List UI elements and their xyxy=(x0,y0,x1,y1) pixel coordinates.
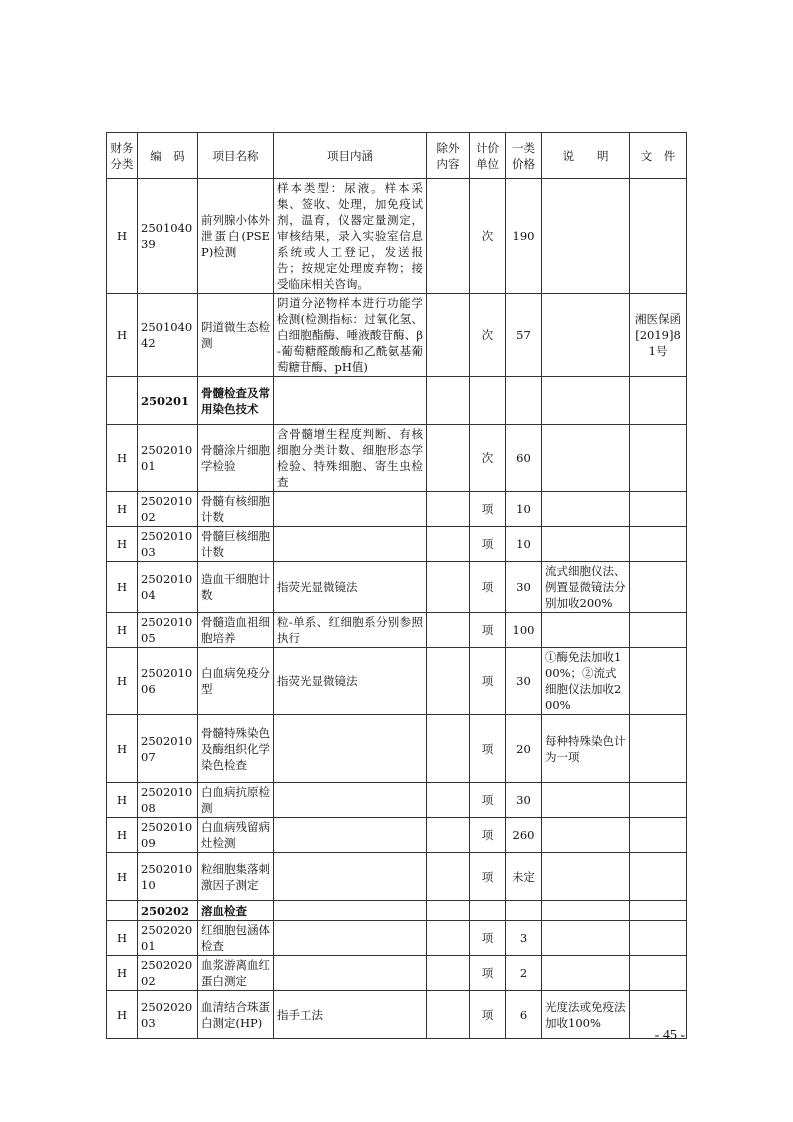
cell-code: 250201010 xyxy=(138,853,198,901)
cell-item-content: 含骨髓增生程度判断、有核细胞分类计数、细胞形态学检验、特殊细胞、寄生虫检查 xyxy=(274,425,427,492)
cell-unit: 项 xyxy=(470,492,506,527)
table-row xyxy=(107,562,687,613)
cell-note xyxy=(542,901,630,921)
cell-code: 250201004 xyxy=(138,562,198,613)
table-row xyxy=(107,783,687,818)
cell-excluded xyxy=(427,783,470,818)
cell-item-content xyxy=(274,818,427,853)
cell-item-name: 阴道微生态检测 xyxy=(198,294,274,377)
cell-item-name: 造血干细胞计数 xyxy=(198,562,274,613)
header-item-content: 项目内涵 xyxy=(274,133,427,179)
cell-price: 260 xyxy=(506,818,542,853)
cell-price: 57 xyxy=(506,294,542,377)
cell-document xyxy=(630,492,687,527)
table-row xyxy=(107,613,687,648)
table-row xyxy=(107,527,687,562)
cell-item-content xyxy=(274,901,427,921)
cell-excluded xyxy=(427,715,470,783)
cell-price: 60 xyxy=(506,425,542,492)
header-item-name: 项目名称 xyxy=(198,133,274,179)
cell-price xyxy=(506,377,542,425)
cell-document xyxy=(630,956,687,991)
header-document: 文 件 xyxy=(630,133,687,179)
cell-item-content: 样本类型：尿液。样本采集、签收、处理，加免疫试剂，温育，仪器定量测定，审核结果，录入实验室信息系统或人工登记，发送报告；按规定处理废弃物；接受临床相关咨询。 xyxy=(274,179,427,294)
cell-price: 190 xyxy=(506,179,542,294)
cell-note xyxy=(542,853,630,901)
cell-unit: 项 xyxy=(470,562,506,613)
header-price: 一类 价格 xyxy=(506,133,542,179)
cell-excluded xyxy=(427,613,470,648)
cell-item-name: 粒细胞集落刺激因子测定 xyxy=(198,853,274,901)
cell-item-content xyxy=(274,377,427,425)
cell-code: 250201001 xyxy=(138,425,198,492)
table-row xyxy=(107,648,687,715)
page-number: - 45 - xyxy=(654,1028,685,1043)
cell-price: 2 xyxy=(506,956,542,991)
cell-category: H xyxy=(107,783,138,818)
cell-category: H xyxy=(107,179,138,294)
cell-code: 250104039 xyxy=(138,179,198,294)
cell-note xyxy=(542,527,630,562)
cell-category: H xyxy=(107,956,138,991)
cell-price: 6 xyxy=(506,991,542,1039)
cell-price: 20 xyxy=(506,715,542,783)
cell-unit: 项 xyxy=(470,783,506,818)
header-code: 编 码 xyxy=(138,133,198,179)
cell-unit xyxy=(470,901,506,921)
cell-category: H xyxy=(107,613,138,648)
cell-category: H xyxy=(107,294,138,377)
cell-document xyxy=(630,853,687,901)
cell-code: 250202001 xyxy=(138,921,198,956)
cell-document xyxy=(630,921,687,956)
cell-item-name: 血浆游离血红蛋白测定 xyxy=(198,956,274,991)
cell-unit: 项 xyxy=(470,853,506,901)
cell-category: H xyxy=(107,991,138,1039)
cell-document xyxy=(630,818,687,853)
cell-code: 250104042 xyxy=(138,294,198,377)
cell-unit: 次 xyxy=(470,179,506,294)
cell-document xyxy=(630,562,687,613)
table-row xyxy=(107,956,687,991)
cell-item-content: 指手工法 xyxy=(274,991,427,1039)
cell-code: 250202 xyxy=(138,901,198,921)
cell-unit: 项 xyxy=(470,991,506,1039)
cell-code: 250201006 xyxy=(138,648,198,715)
cell-unit: 次 xyxy=(470,294,506,377)
cell-code: 250201 xyxy=(138,377,198,425)
cell-item-name: 白血病免疫分型 xyxy=(198,648,274,715)
cell-note xyxy=(542,425,630,492)
cell-note xyxy=(542,613,630,648)
cell-category xyxy=(107,377,138,425)
cell-document xyxy=(630,648,687,715)
cell-document xyxy=(630,377,687,425)
cell-excluded xyxy=(427,921,470,956)
cell-unit: 项 xyxy=(470,956,506,991)
cell-document xyxy=(630,715,687,783)
cell-item-name: 白血病抗原检测 xyxy=(198,783,274,818)
cell-document xyxy=(630,527,687,562)
cell-item-content xyxy=(274,492,427,527)
cell-note xyxy=(542,956,630,991)
cell-excluded xyxy=(427,648,470,715)
cell-price: 30 xyxy=(506,648,542,715)
cell-excluded xyxy=(427,562,470,613)
cell-price: 10 xyxy=(506,527,542,562)
fee-table xyxy=(106,132,687,1039)
cell-note: 每种特殊染色计为一项 xyxy=(542,715,630,783)
header-category: 财务 分类 xyxy=(107,133,138,179)
cell-excluded xyxy=(427,853,470,901)
cell-note xyxy=(542,179,630,294)
cell-item-content xyxy=(274,956,427,991)
cell-item-name: 骨髓有核细胞计数 xyxy=(198,492,274,527)
cell-note xyxy=(542,377,630,425)
cell-excluded xyxy=(427,294,470,377)
cell-item-content xyxy=(274,527,427,562)
cell-excluded xyxy=(427,179,470,294)
cell-document xyxy=(630,783,687,818)
cell-category: H xyxy=(107,648,138,715)
table-row xyxy=(107,179,687,294)
cell-price: 100 xyxy=(506,613,542,648)
cell-item-content: 指荧光显微镜法 xyxy=(274,562,427,613)
cell-unit: 次 xyxy=(470,425,506,492)
cell-code: 250201003 xyxy=(138,527,198,562)
table-row xyxy=(107,492,687,527)
cell-category: H xyxy=(107,715,138,783)
cell-note: 流式细胞仪法、例置显微镜法分别加收200% xyxy=(542,562,630,613)
cell-unit: 项 xyxy=(470,648,506,715)
cell-excluded xyxy=(427,492,470,527)
table-row xyxy=(107,991,687,1039)
header-note: 说 明 xyxy=(542,133,630,179)
cell-excluded xyxy=(427,901,470,921)
cell-code: 250202003 xyxy=(138,991,198,1039)
cell-unit: 项 xyxy=(470,818,506,853)
cell-code: 250201002 xyxy=(138,492,198,527)
cell-item-content xyxy=(274,715,427,783)
cell-note xyxy=(542,492,630,527)
cell-category: H xyxy=(107,492,138,527)
cell-unit xyxy=(470,377,506,425)
table-row xyxy=(107,853,687,901)
cell-price: 10 xyxy=(506,492,542,527)
cell-excluded xyxy=(427,991,470,1039)
cell-unit: 项 xyxy=(470,527,506,562)
cell-price: 3 xyxy=(506,921,542,956)
table-row xyxy=(107,425,687,492)
cell-category: H xyxy=(107,921,138,956)
cell-excluded xyxy=(427,425,470,492)
section-row xyxy=(107,377,687,425)
cell-price: 30 xyxy=(506,562,542,613)
cell-note: 光度法或免疫法加收100% xyxy=(542,991,630,1039)
cell-item-name: 溶血检查 xyxy=(198,901,274,921)
cell-document xyxy=(630,901,687,921)
cell-price xyxy=(506,901,542,921)
cell-code: 250202002 xyxy=(138,956,198,991)
cell-item-name: 骨髓检查及常用染色技术 xyxy=(198,377,274,425)
cell-item-content xyxy=(274,783,427,818)
cell-category: H xyxy=(107,818,138,853)
cell-unit: 项 xyxy=(470,613,506,648)
cell-item-content xyxy=(274,921,427,956)
cell-note xyxy=(542,783,630,818)
cell-excluded xyxy=(427,527,470,562)
cell-note xyxy=(542,921,630,956)
cell-note: ①酶免法加收100%；②流式细胞仪法加收200% xyxy=(542,648,630,715)
cell-item-name: 骨髓特殊染色及酶组织化学染色检查 xyxy=(198,715,274,783)
cell-item-name: 白血病残留病灶检测 xyxy=(198,818,274,853)
table-row xyxy=(107,715,687,783)
cell-category: H xyxy=(107,527,138,562)
cell-item-name: 骨髓巨核细胞计数 xyxy=(198,527,274,562)
table-row xyxy=(107,818,687,853)
section-row xyxy=(107,901,687,921)
cell-excluded xyxy=(427,956,470,991)
cell-category: H xyxy=(107,562,138,613)
cell-category xyxy=(107,901,138,921)
cell-item-content: 指荧光显微镜法 xyxy=(274,648,427,715)
cell-document xyxy=(630,179,687,294)
cell-document xyxy=(630,613,687,648)
cell-item-name: 骨髓涂片细胞学检验 xyxy=(198,425,274,492)
cell-code: 250201007 xyxy=(138,715,198,783)
cell-item-name: 红细胞包涵体检查 xyxy=(198,921,274,956)
cell-price: 30 xyxy=(506,783,542,818)
cell-code: 250201009 xyxy=(138,818,198,853)
cell-excluded xyxy=(427,377,470,425)
cell-category: H xyxy=(107,425,138,492)
header-excluded: 除外 内容 xyxy=(427,133,470,179)
cell-excluded xyxy=(427,818,470,853)
cell-document: 湘医保函[2019]81号 xyxy=(630,294,687,377)
cell-item-name: 骨髓造血祖细胞培养 xyxy=(198,613,274,648)
cell-item-content: 阴道分泌物样本进行功能学检测(检测指标：过氧化氢、白细胞酯酶、唾液酸苷酶、β-葡萄糖醛酸酶和乙酰氨基葡萄糖苷酶、pH值) xyxy=(274,294,427,377)
table-row xyxy=(107,294,687,377)
header-unit: 计价 单位 xyxy=(470,133,506,179)
cell-note xyxy=(542,294,630,377)
cell-item-content: 粒-单系、红细胞系分别参照执行 xyxy=(274,613,427,648)
cell-code: 250201008 xyxy=(138,783,198,818)
header-row xyxy=(107,133,687,179)
table-row xyxy=(107,921,687,956)
cell-item-name: 前列腺小体外泄蛋白(PSEP)检测 xyxy=(198,179,274,294)
cell-unit: 项 xyxy=(470,921,506,956)
cell-document xyxy=(630,425,687,492)
cell-unit: 项 xyxy=(470,715,506,783)
cell-note xyxy=(542,818,630,853)
cell-category: H xyxy=(107,853,138,901)
cell-item-name: 血清结合珠蛋白测定(HP) xyxy=(198,991,274,1039)
cell-price: 未定 xyxy=(506,853,542,901)
cell-code: 250201005 xyxy=(138,613,198,648)
cell-item-content xyxy=(274,853,427,901)
